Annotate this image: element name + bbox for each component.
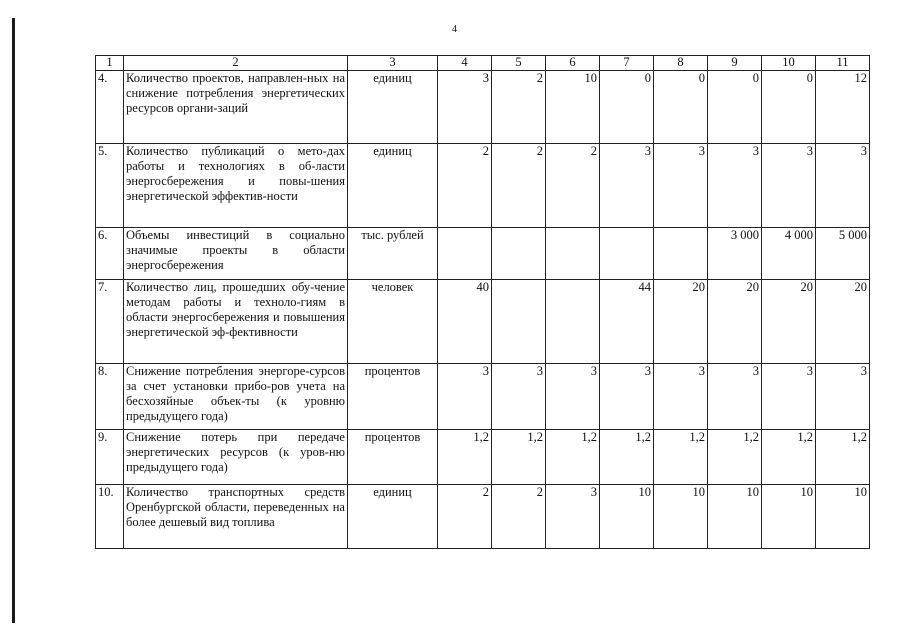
column-header-6: 6	[546, 56, 600, 71]
indicator-name: Снижение потребления энергоре-сурсов за счет установки прибо-ров учета на бесхозяйные объек-ты (к уровню предыдущего года)	[124, 364, 348, 430]
value-cell-col-11: 3	[816, 144, 870, 228]
row-number: 4.	[96, 71, 124, 144]
value-cell-col-4	[438, 228, 492, 280]
value-cell-col-8	[654, 228, 708, 280]
unit-of-measure: процентов	[348, 430, 438, 485]
value-cell-col-6	[546, 228, 600, 280]
column-header-3: 3	[348, 56, 438, 71]
indicator-name: Снижение потерь при передаче энергетических ресурсов (к уров-ню предыдущего года)	[124, 430, 348, 485]
unit-of-measure: единиц	[348, 485, 438, 549]
value-cell-col-7: 3	[600, 144, 654, 228]
value-cell-col-7: 3	[600, 364, 654, 430]
value-cell-col-5: 2	[492, 485, 546, 549]
column-header-9: 9	[708, 56, 762, 71]
value-cell-col-7: 0	[600, 71, 654, 144]
value-cell-col-9: 3 000	[708, 228, 762, 280]
column-header-5: 5	[492, 56, 546, 71]
row-number: 10.	[96, 485, 124, 549]
value-cell-col-8: 0	[654, 71, 708, 144]
value-cell-col-4: 3	[438, 71, 492, 144]
value-cell-col-11: 3	[816, 364, 870, 430]
unit-of-measure: человек	[348, 280, 438, 364]
value-cell-col-5: 2	[492, 144, 546, 228]
unit-of-measure: процентов	[348, 364, 438, 430]
row-number: 7.	[96, 280, 124, 364]
indicator-name: Количество проектов, направлен-ных на снижение потребления энергетических ресурсов органи-заций	[124, 71, 348, 144]
value-cell-col-7: 44	[600, 280, 654, 364]
value-cell-col-6: 2	[546, 144, 600, 228]
column-header-10: 10	[762, 56, 816, 71]
value-cell-col-10: 0	[762, 71, 816, 144]
indicator-name: Количество транспортных средств Оренбургской области, переведенных на более дешевый вид топлива	[124, 485, 348, 549]
value-cell-col-8: 3	[654, 364, 708, 430]
value-cell-col-5: 3	[492, 364, 546, 430]
value-cell-col-9: 0	[708, 71, 762, 144]
value-cell-col-10: 10	[762, 485, 816, 549]
value-cell-col-6: 10	[546, 71, 600, 144]
column-header-4: 4	[438, 56, 492, 71]
value-cell-col-8: 20	[654, 280, 708, 364]
value-cell-col-5	[492, 228, 546, 280]
value-cell-col-8: 1,2	[654, 430, 708, 485]
column-header-2: 2	[124, 56, 348, 71]
value-cell-col-7: 10	[600, 485, 654, 549]
binding-bar	[12, 18, 15, 623]
value-cell-col-6: 3	[546, 485, 600, 549]
value-cell-col-9: 1,2	[708, 430, 762, 485]
indicators-table	[95, 55, 870, 549]
column-header-1: 1	[96, 56, 124, 71]
value-cell-col-8: 3	[654, 144, 708, 228]
column-header-7: 7	[600, 56, 654, 71]
value-cell-col-5: 2	[492, 71, 546, 144]
value-cell-col-5	[492, 280, 546, 364]
value-cell-col-10: 3	[762, 364, 816, 430]
value-cell-col-11: 12	[816, 71, 870, 144]
value-cell-col-10: 3	[762, 144, 816, 228]
indicator-name: Количество публикаций о мето-дах работы и технологиях в об-ласти энергосбережения и повы-шения энергетической эффектив-ности	[124, 144, 348, 228]
value-cell-col-8: 10	[654, 485, 708, 549]
row-number: 5.	[96, 144, 124, 228]
value-cell-col-11: 20	[816, 280, 870, 364]
value-cell-col-5: 1,2	[492, 430, 546, 485]
value-cell-col-9: 20	[708, 280, 762, 364]
row-number: 9.	[96, 430, 124, 485]
column-header-11: 11	[816, 56, 870, 71]
table-row	[96, 430, 870, 485]
value-cell-col-11: 1,2	[816, 430, 870, 485]
unit-of-measure: единиц	[348, 71, 438, 144]
page-number: 4	[452, 24, 457, 35]
row-number: 6.	[96, 228, 124, 280]
value-cell-col-11: 5 000	[816, 228, 870, 280]
row-number: 8.	[96, 364, 124, 430]
value-cell-col-10: 20	[762, 280, 816, 364]
value-cell-col-9: 3	[708, 144, 762, 228]
value-cell-col-4: 40	[438, 280, 492, 364]
indicator-name: Объемы инвестиций в социально значимые проекты в области энергосбережения	[124, 228, 348, 280]
unit-of-measure: тыс. рублей	[348, 228, 438, 280]
table-row	[96, 228, 870, 280]
value-cell-col-7: 1,2	[600, 430, 654, 485]
unit-of-measure: единиц	[348, 144, 438, 228]
value-cell-col-10: 4 000	[762, 228, 816, 280]
value-cell-col-11: 10	[816, 485, 870, 549]
table-row	[96, 280, 870, 364]
table-header-row	[96, 56, 870, 71]
table-row	[96, 364, 870, 430]
value-cell-col-7	[600, 228, 654, 280]
value-cell-col-6: 3	[546, 364, 600, 430]
table-row	[96, 144, 870, 228]
table-row	[96, 485, 870, 549]
value-cell-col-9: 3	[708, 364, 762, 430]
value-cell-col-4: 3	[438, 364, 492, 430]
value-cell-col-4: 2	[438, 485, 492, 549]
value-cell-col-4: 1,2	[438, 430, 492, 485]
table-row	[96, 71, 870, 144]
indicator-name: Количество лиц, прошедших обу-чение методам работы и техноло-гиям в области энергосбережения и повышения энергетической эф-фективности	[124, 280, 348, 364]
value-cell-col-6: 1,2	[546, 430, 600, 485]
value-cell-col-4: 2	[438, 144, 492, 228]
value-cell-col-9: 10	[708, 485, 762, 549]
value-cell-col-6	[546, 280, 600, 364]
column-header-8: 8	[654, 56, 708, 71]
value-cell-col-10: 1,2	[762, 430, 816, 485]
